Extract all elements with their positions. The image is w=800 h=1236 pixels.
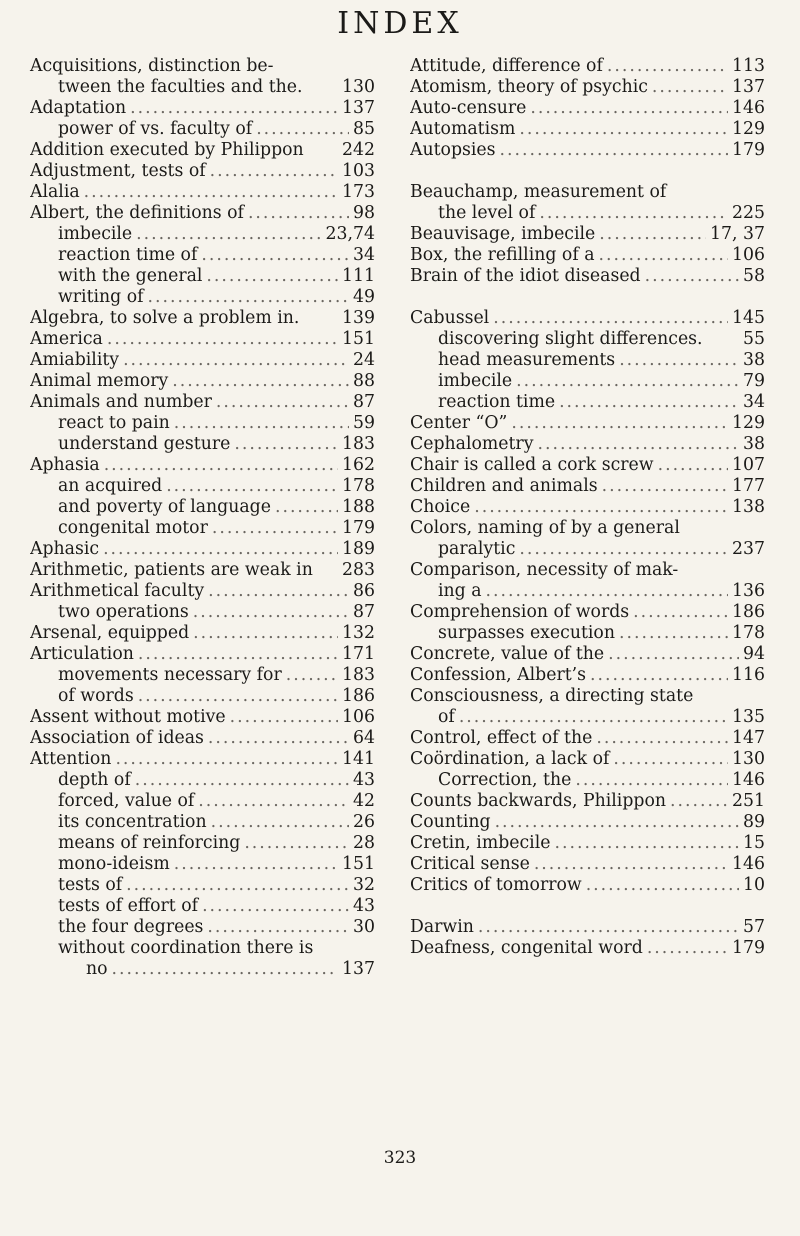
index-entry: Children and animals ..... 177: [410, 476, 765, 497]
index-entry: forced, value of ..... 42: [30, 791, 375, 812]
index-entry: writing of ..... 49: [30, 287, 375, 308]
index-entry: two operations ..... 87: [30, 602, 375, 623]
index-entry: Counting ..... 89: [410, 812, 765, 833]
index-entry: Attention ..... 141: [30, 749, 375, 770]
index-entry: Automatism ..... 129: [410, 119, 765, 140]
index-entry: Chair is called a cork screw ..... 107: [410, 455, 765, 476]
index-entry: Assent without motive ..... 106: [30, 707, 375, 728]
index-entry: Center “O” ..... 129: [410, 413, 765, 434]
index-entry: Critical sense ..... 146: [410, 854, 765, 875]
index-entry: Association of ideas ..... 64: [30, 728, 375, 749]
index-entry: its concentration ..... 26: [30, 812, 375, 833]
index-entry: Autopsies ..... 179: [410, 140, 765, 161]
index-entry: movements necessary for ..... 183: [30, 665, 375, 686]
index-entry: means of reinforcing ..... 28: [30, 833, 375, 854]
index-entry: no ..... 137: [30, 959, 375, 980]
index-entry: Deafness, congenital word ..... 179: [410, 938, 765, 959]
index-entry: of ..... 135: [410, 707, 765, 728]
index-entry: reaction time ..... 34: [410, 392, 765, 413]
index-entry: Correction, the ..... 146: [410, 770, 765, 791]
index-entry: power of vs. faculty of ..... 85: [30, 119, 375, 140]
index-entry: Cabussel ..... 145: [410, 308, 765, 329]
index-entry: Consciousness, a directing state: [410, 686, 694, 706]
index-entry: Algebra, to solve a problem in. 139: [30, 308, 375, 328]
index-entry: Animals and number ..... 87: [30, 392, 375, 413]
index-entry: surpasses execution ..... 178: [410, 623, 765, 644]
index-entry: Counts backwards, Philippon ..... 251: [410, 791, 765, 812]
index-entry: tween the faculties and the. 130: [58, 77, 375, 97]
index-entry: congenital motor ..... 179: [30, 518, 375, 539]
index-entry: Amiability ..... 24: [30, 350, 375, 371]
index-entry: paralytic ..... 237: [410, 539, 765, 560]
index-entry: the four degrees ..... 30: [30, 917, 375, 938]
index-entry: Darwin ..... 57: [410, 917, 765, 938]
index-entry: with the general ..... 111: [30, 266, 375, 287]
index-entry: Choice ..... 138: [410, 497, 765, 518]
index-entry: of words ..... 186: [30, 686, 375, 707]
index-entry: Confession, Albert’s ..... 116: [410, 665, 765, 686]
index-entry: head measurements ..... 38: [410, 350, 765, 371]
index-entry: Albert, the definitions of ..... 98: [30, 203, 375, 224]
index-entry: Aphasic ..... 189: [30, 539, 375, 560]
index-entry: Acquisitions, distinction be-: [30, 56, 274, 76]
index-entry: Coördination, a lack of ..... 130: [410, 749, 765, 770]
index-entry: Arithmetic, patients are weak in 283: [30, 560, 375, 580]
index-entry: Cretin, imbecile ..... 15: [410, 833, 765, 854]
index-entry: Adaptation ..... 137: [30, 98, 375, 119]
index-entry: tests of effort of ..... 43: [30, 896, 375, 917]
index-entry: Arithmetical faculty ..... 86: [30, 581, 375, 602]
index-entry: the level of ..... 225: [410, 203, 765, 224]
index-entry: Adjustment, tests of ..... 103: [30, 161, 375, 182]
index-entry: Articulation ..... 171: [30, 644, 375, 665]
index-entry: without coordination there is: [58, 938, 314, 958]
index-entry: Comprehension of words ..... 186: [410, 602, 765, 623]
index-entry: depth of ..... 43: [30, 770, 375, 791]
index-entry: Comparison, necessity of mak-: [410, 560, 679, 580]
index-entry: react to pain ..... 59: [30, 413, 375, 434]
page-title: INDEX: [337, 6, 463, 41]
index-entry: Concrete, value of the ..... 94: [410, 644, 765, 665]
index-entry: Arsenal, equipped ..... 132: [30, 623, 375, 644]
index-entry: Cephalometry ..... 38: [410, 434, 765, 455]
index-entry: and poverty of language ..... 188: [30, 497, 375, 518]
index-entry: Critics of tomorrow ..... 10: [410, 875, 765, 896]
index-entry: Colors, naming of by a general: [410, 518, 680, 538]
index-entry: Beauchamp, measurement of: [410, 182, 667, 202]
index-entry: America ..... 151: [30, 329, 375, 350]
index-entry: Box, the refilling of a ..... 106: [410, 245, 765, 266]
index-entry: reaction time of ..... 34: [30, 245, 375, 266]
index-entry: Addition executed by Philippon 242: [30, 140, 375, 160]
index-entry: Aphasia ..... 162: [30, 455, 375, 476]
right-column: [410, 56, 765, 959]
index-entry: tests of ..... 32: [30, 875, 375, 896]
left-column: [30, 56, 375, 980]
index-entry: imbecile ..... 23,74: [30, 224, 375, 245]
index-entry: Attitude, difference of ..... 113: [410, 56, 765, 77]
index-entry: Alalia ..... 173: [30, 182, 375, 203]
index-entry: Brain of the idiot diseased ..... 58: [410, 266, 765, 287]
index-entry: ing a ..... 136: [410, 581, 765, 602]
index-entry: Beauvisage, imbecile ..... 17, 37: [410, 224, 765, 245]
index-entry: Animal memory ..... 88: [30, 371, 375, 392]
index-entry: Atomism, theory of psychic ..... 137: [410, 77, 765, 98]
index-entry: Auto-censure ..... 146: [410, 98, 765, 119]
index-entry: Control, effect of the ..... 147: [410, 728, 765, 749]
index-entry: discovering slight differences. 55: [438, 329, 765, 349]
index-entry: understand gesture ..... 183: [30, 434, 375, 455]
index-entry: imbecile ..... 79: [410, 371, 765, 392]
index-entry: mono-ideism ..... 151: [30, 854, 375, 875]
page-number: 323: [383, 1148, 417, 1168]
index-entry: an acquired ..... 178: [30, 476, 375, 497]
